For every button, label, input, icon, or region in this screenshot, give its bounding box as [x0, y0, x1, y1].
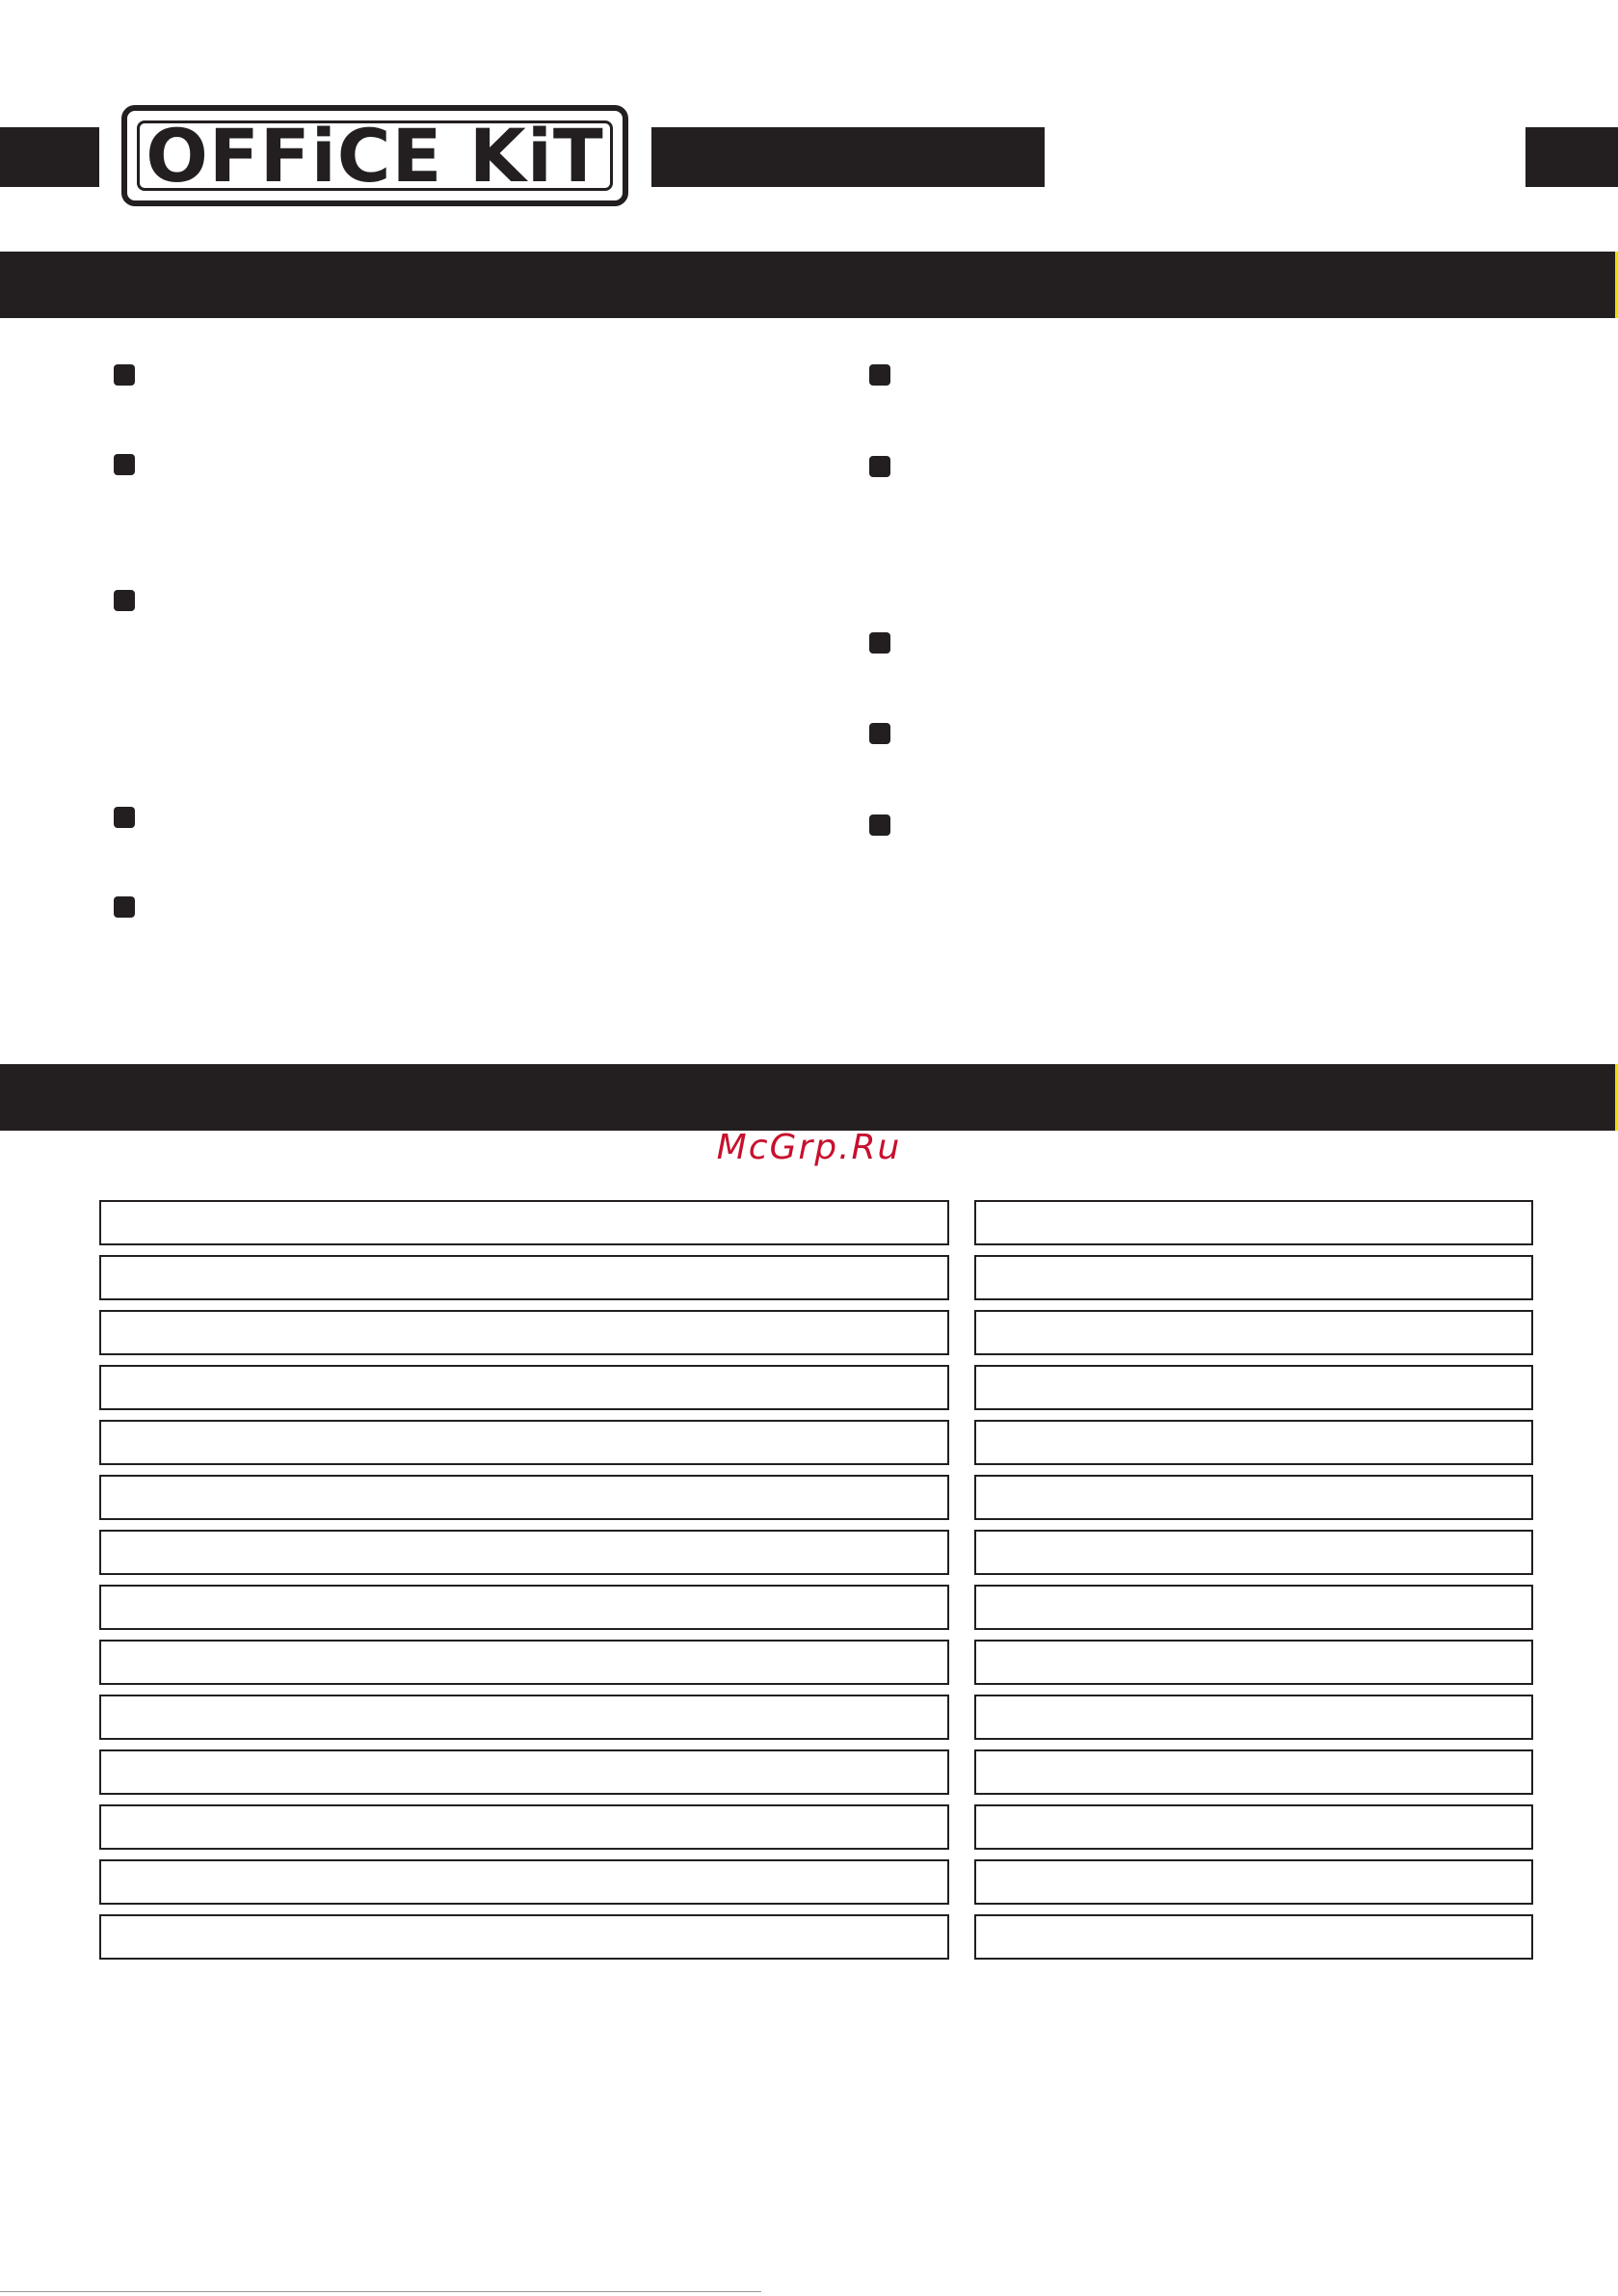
spec-value-cell — [974, 1640, 1533, 1685]
spec-label-cell — [99, 1640, 949, 1685]
feature-bullet-left-3 — [114, 590, 135, 611]
footer-trim-line — [0, 2291, 761, 2292]
feature-bullet-left-2 — [114, 454, 135, 475]
header-bar-middle — [651, 127, 1045, 187]
spec-label-cell — [99, 1530, 949, 1575]
spec-value-cell — [974, 1420, 1533, 1465]
specifications-section-band — [0, 1064, 1618, 1131]
logo-inner-frame — [137, 112, 613, 199]
feature-bullet-right-2 — [869, 456, 890, 477]
feature-bullet-right-5 — [869, 814, 890, 836]
feature-bullet-left-4 — [114, 807, 135, 828]
spec-label-cell — [99, 1310, 949, 1355]
spec-value-cell — [974, 1804, 1533, 1850]
office-kit-logo — [121, 105, 628, 206]
spec-value-cell — [974, 1255, 1533, 1300]
spec-value-cell — [974, 1695, 1533, 1740]
spec-label-cell — [99, 1255, 949, 1300]
spec-label-cell — [99, 1914, 949, 1960]
spec-value-cell — [974, 1475, 1533, 1520]
feature-bullet-right-1 — [869, 364, 890, 386]
spec-value-cell — [974, 1310, 1533, 1355]
spec-value-cell — [974, 1530, 1533, 1575]
logo-text: OFFiCE KiT — [146, 112, 604, 199]
spec-label-cell — [99, 1585, 949, 1630]
spec-value-cell — [974, 1585, 1533, 1630]
features-section-band — [0, 252, 1618, 318]
feature-bullet-right-4 — [869, 723, 890, 744]
spec-value-cell — [974, 1859, 1533, 1905]
spec-label-cell — [99, 1695, 949, 1740]
spec-label-cell — [99, 1475, 949, 1520]
header-bar-right — [1525, 127, 1618, 187]
spec-label-cell — [99, 1804, 949, 1850]
feature-bullet-left-5 — [114, 896, 135, 918]
feature-bullet-left-1 — [114, 364, 135, 386]
spec-label-cell — [99, 1200, 949, 1245]
header-bar-left — [0, 127, 99, 187]
spec-value-cell — [974, 1365, 1533, 1410]
spec-value-cell — [974, 1749, 1533, 1795]
watermark: McGrp.Ru — [716, 1128, 902, 1167]
spec-label-cell — [99, 1420, 949, 1465]
spec-value-cell — [974, 1914, 1533, 1960]
spec-label-cell — [99, 1365, 949, 1410]
spec-label-cell — [99, 1859, 949, 1905]
spec-label-cell — [99, 1749, 949, 1795]
spec-value-cell — [974, 1200, 1533, 1245]
feature-bullet-right-3 — [869, 632, 890, 654]
